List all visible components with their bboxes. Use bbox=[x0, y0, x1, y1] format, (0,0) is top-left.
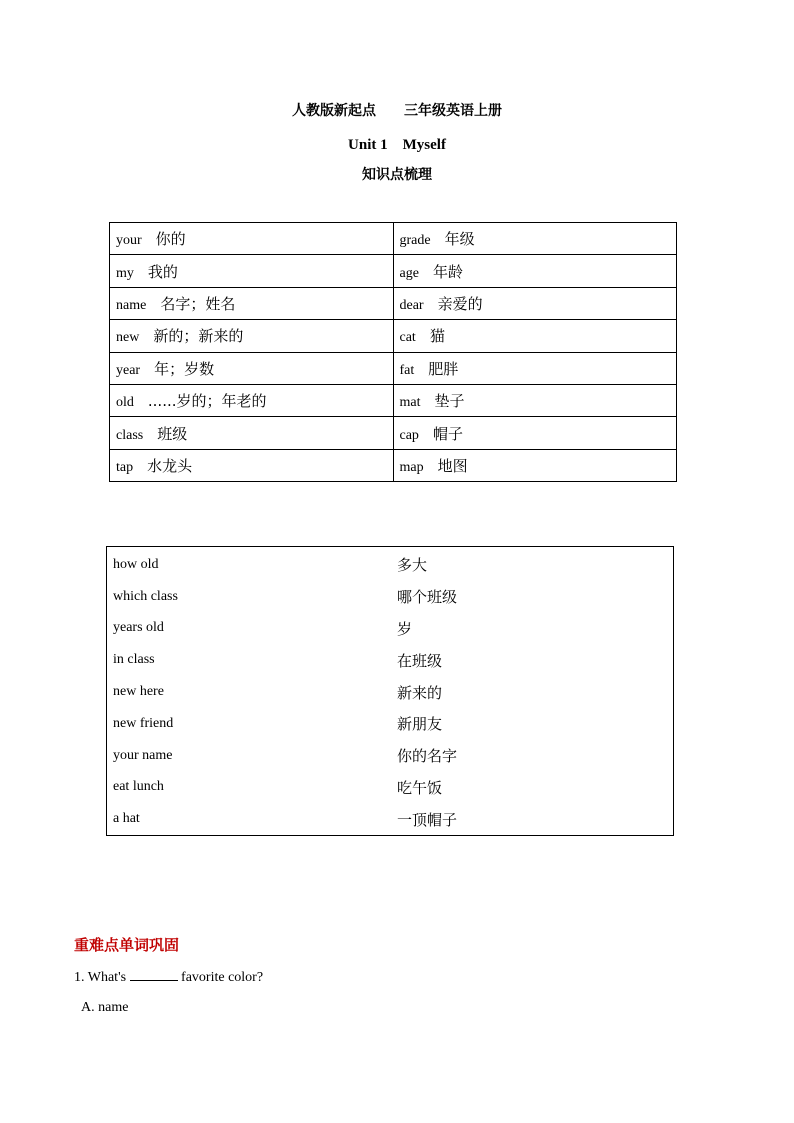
table-row bbox=[107, 613, 674, 645]
vocab-english: fat bbox=[399, 362, 415, 378]
phrase-english: eat lunch bbox=[113, 779, 164, 795]
phrase-chinese: 在班级 bbox=[397, 651, 443, 670]
vocab-cell bbox=[110, 255, 394, 287]
vocab-english: old bbox=[116, 395, 134, 411]
table-row bbox=[110, 223, 677, 255]
vocab-chinese: 年龄 bbox=[432, 262, 463, 281]
vocab-chinese: 亲爱的 bbox=[437, 294, 483, 313]
vocab-chinese: 你的 bbox=[155, 230, 186, 249]
phrases-table bbox=[106, 546, 674, 836]
question-suffix: favorite color? bbox=[177, 970, 264, 985]
vocab-cell bbox=[393, 417, 677, 449]
vocab-chinese: 帽子 bbox=[432, 424, 463, 443]
vocab-cell bbox=[110, 384, 394, 416]
table-row bbox=[110, 352, 677, 384]
table-row bbox=[110, 287, 677, 319]
vocab-cell bbox=[110, 287, 394, 319]
table-row bbox=[107, 581, 674, 613]
vocab-chinese: 名字；姓名 bbox=[160, 294, 236, 313]
phrase-english: how old bbox=[113, 556, 159, 572]
page-title: 人教版新起点 三年级英语上册 bbox=[292, 103, 502, 119]
phrase-chinese: 岁 bbox=[397, 619, 413, 638]
phrase-chinese: 一顶帽子 bbox=[397, 810, 458, 829]
vocab-chinese: 肥胖 bbox=[428, 359, 459, 378]
vocab-english: mat bbox=[399, 395, 421, 411]
phrase-chinese: 你的名字 bbox=[397, 747, 458, 766]
vocab-english: cat bbox=[399, 330, 416, 346]
vocab-english: tap bbox=[116, 459, 134, 475]
table-row bbox=[107, 644, 674, 676]
table-row bbox=[107, 772, 674, 804]
vocab-cell bbox=[393, 352, 677, 384]
vocab-cell bbox=[110, 417, 394, 449]
vocab-chinese: 年级 bbox=[444, 230, 475, 249]
section-subtitle: 知识点梳理 bbox=[362, 167, 432, 183]
phrase-chinese: 新朋友 bbox=[397, 715, 443, 734]
phrase-english: new friend bbox=[113, 715, 174, 731]
vocab-english: cap bbox=[399, 427, 419, 443]
table-row bbox=[110, 417, 677, 449]
table-row bbox=[107, 803, 674, 835]
phrase-english: which class bbox=[113, 588, 178, 604]
vocab-cell bbox=[110, 352, 394, 384]
vocab-cell bbox=[393, 255, 677, 287]
vocab-chinese: 班级 bbox=[157, 424, 188, 443]
phrase-chinese: 吃午饭 bbox=[397, 778, 443, 797]
vocab-english: year bbox=[116, 362, 141, 378]
vocab-chinese: 地图 bbox=[437, 456, 468, 475]
table-row bbox=[107, 740, 674, 772]
vocab-english: map bbox=[399, 459, 424, 475]
question-1 bbox=[74, 968, 263, 986]
vocab-cell bbox=[393, 223, 677, 255]
vocab-cell bbox=[110, 320, 394, 352]
vocab-english: new bbox=[116, 330, 140, 346]
vocab-cell bbox=[393, 287, 677, 319]
vocab-english: your bbox=[116, 233, 142, 249]
unit-title: Unit 1 Myself bbox=[348, 137, 446, 153]
exercise-heading: 重难点单词巩固 bbox=[74, 936, 180, 954]
vocab-cell bbox=[110, 223, 394, 255]
vocab-chinese: 猫 bbox=[429, 327, 445, 346]
phrase-chinese: 新来的 bbox=[397, 683, 443, 702]
vocab-chinese: 年；岁数 bbox=[154, 359, 215, 378]
vocab-cell bbox=[393, 449, 677, 481]
vocab-english: my bbox=[116, 265, 134, 281]
vocab-english: name bbox=[116, 297, 147, 313]
vocab-cell bbox=[110, 449, 394, 481]
phrase-english: a hat bbox=[113, 811, 140, 827]
answer-blank[interactable] bbox=[130, 968, 178, 981]
table-row bbox=[110, 449, 677, 481]
vocab-chinese: 水龙头 bbox=[147, 456, 193, 475]
option-a[interactable]: A. name bbox=[81, 1000, 129, 1015]
table-row bbox=[107, 676, 674, 708]
vocab-english: dear bbox=[399, 297, 424, 313]
vocab-chinese: 新的；新来的 bbox=[153, 327, 244, 346]
phrase-english: years old bbox=[113, 620, 164, 636]
vocab-chinese: ......岁的；年老的 bbox=[147, 392, 267, 411]
phrase-chinese: 哪个班级 bbox=[397, 588, 458, 607]
table-row bbox=[110, 320, 677, 352]
phrase-english: new here bbox=[113, 684, 164, 700]
phrase-chinese: 多大 bbox=[397, 556, 428, 575]
vocab-chinese: 垫子 bbox=[434, 392, 465, 411]
table-row bbox=[107, 708, 674, 740]
vocab-english: age bbox=[399, 265, 419, 281]
vocab-cell bbox=[393, 320, 677, 352]
vocab-english: class bbox=[116, 427, 144, 443]
vocabulary-table bbox=[109, 222, 677, 482]
table-row bbox=[110, 384, 677, 416]
phrase-english: in class bbox=[113, 652, 155, 668]
table-row bbox=[107, 547, 674, 581]
question-prefix: 1. What's bbox=[74, 970, 130, 985]
phrase-english: your name bbox=[113, 747, 173, 763]
vocab-cell bbox=[393, 384, 677, 416]
vocab-chinese: 我的 bbox=[147, 262, 178, 281]
table-row bbox=[110, 255, 677, 287]
vocab-english: grade bbox=[399, 233, 431, 249]
